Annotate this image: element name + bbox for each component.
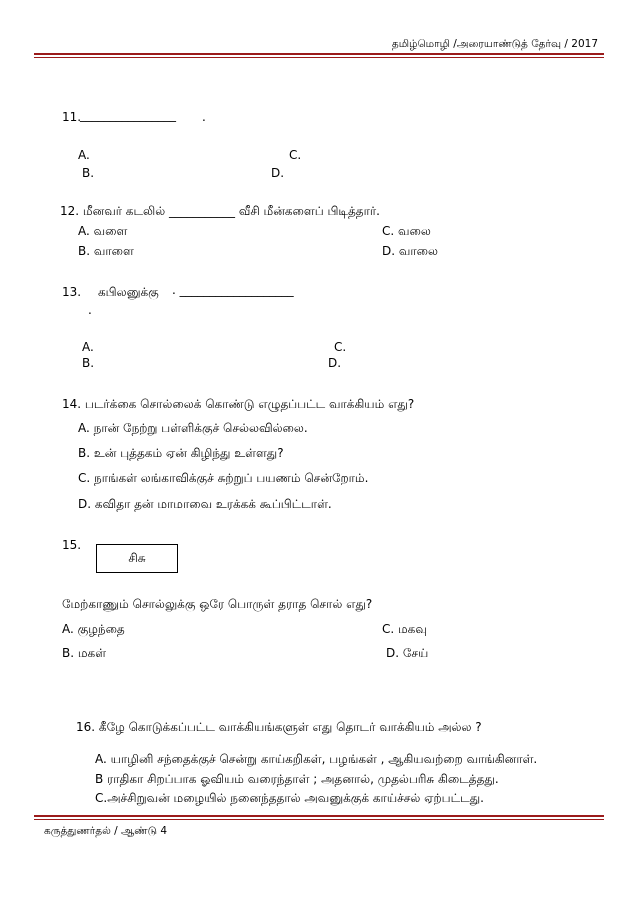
q16-option-a: A. யாழினி சந்தைக்குச் சென்று காய்கறிகள், பழங்கள் , ஆகியவற்றை வாங்கினாள். [95, 752, 538, 766]
q16-option-c: C.அச்சிறுவன் மழையில் நனைந்ததால் அவனுக்குக் காய்ச்சல் ஏற்பட்டது. [95, 791, 484, 805]
q11-option-c: C. [289, 148, 302, 162]
q15-option-d: D. சேய் [386, 646, 429, 660]
q11-number: 11. [62, 110, 82, 124]
header-rule-thin [34, 57, 604, 58]
q11-option-b: B. [82, 166, 95, 180]
header-title: தமிழ்மொழி /அரையாண்டுத் தேர்வு / 2017 [391, 38, 598, 50]
q11-dot: . [202, 110, 206, 124]
q14-stem: 14. படர்க்கை சொல்லைக் கொண்டு எழுதப்பட்ட வாக்கியம் எது? [62, 397, 415, 411]
q13-number: 13. [62, 285, 82, 299]
q12-option-b: B. வாளை [78, 244, 134, 258]
q14-option-c: C. நாங்கள் லங்காவிக்குச் சுற்றுப் பயணம் சென்றோம். [78, 471, 369, 485]
q15-word-box: சிசு [96, 544, 178, 573]
q14-option-d: D. கவிதா தன் மாமாவை உரக்கக் கூப்பிட்டாள். [78, 497, 332, 511]
q11-option-d: D. [271, 166, 285, 180]
q13-option-c: C. [334, 340, 347, 354]
q13-dot: . [88, 303, 92, 317]
q16-stem: 16. கீழே கொடுக்கப்பட்ட வாக்கியங்களுள் எது தொடர் வாக்கியம் அல்ல ? [76, 720, 482, 734]
q12-stem: 12. மீனவர் கடலில் ___________ வீசி மீன்களைப் பிடித்தார். [60, 204, 380, 218]
footer-rule-thin [34, 819, 604, 820]
header-rule [34, 53, 604, 55]
q14-option-a: A. நான் நேற்று பள்ளிக்குச் செல்லவில்லை. [78, 421, 308, 435]
q13-text: கபிலனுக்கு [98, 285, 159, 299]
q16-option-b: B ராதிகா சிறப்பாக ஓவியம் வரைந்தாள் ; அதனால், முதல்பரிசு கிடைத்தது. [95, 772, 499, 786]
q15-option-a: A. குழந்தை [62, 622, 125, 636]
q13-option-a: A. [82, 340, 94, 354]
q15-stem: மேற்காணும் சொல்லுக்கு ஒரே பொருள் தராத சொல் எது? [62, 597, 373, 611]
q11-option-a: A. [78, 148, 90, 162]
q13-option-d: D. [328, 356, 342, 370]
q13-option-b: B. [82, 356, 95, 370]
footer-rule [34, 815, 604, 817]
q14-option-b: B. உன் புத்தகம் ஏன் கிழிந்து உள்ளது? [78, 446, 284, 460]
q11-blank: ________________ [80, 108, 176, 122]
q15-option-b: B. மகள் [62, 646, 107, 660]
q12-option-a: A. வளை [78, 224, 128, 238]
footer-text: கருத்துணர்தல் / ஆண்டு 4 [44, 825, 168, 837]
q15-option-c: C. மகவு [382, 622, 427, 636]
q12-option-c: C. வலை [382, 224, 431, 238]
q13-blank: . ___________________ [172, 283, 294, 297]
q15-number: 15. [62, 538, 82, 552]
q12-option-d: D. வாலை [382, 244, 438, 258]
